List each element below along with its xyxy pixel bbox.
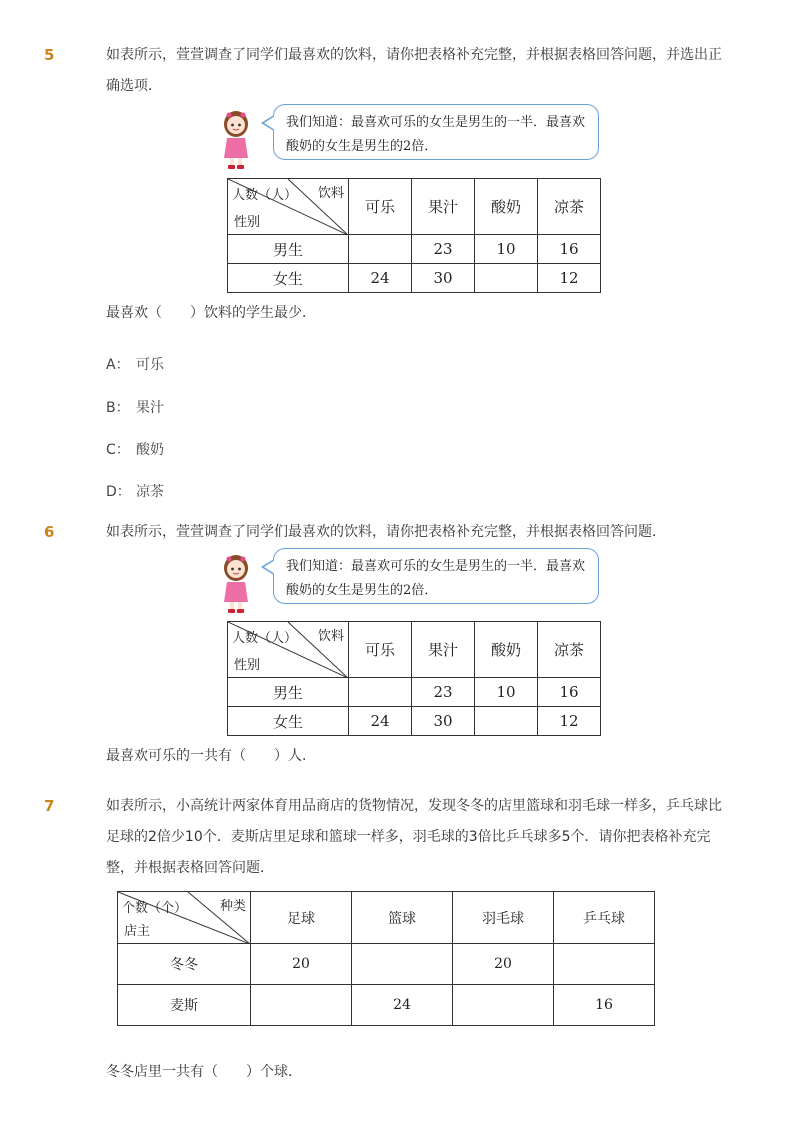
speech-bubble-text: 我们知道：最喜欢可乐的女生是男生的一半．最喜欢酸奶的女生是男生的2倍． (286, 559, 586, 598)
option-c[interactable]: C： 酸奶 (106, 442, 164, 458)
table-cell: 12 (538, 707, 601, 736)
table-cell (349, 678, 412, 707)
column-header: 果汁 (412, 622, 475, 678)
table-corner-header: 个数（个） 种类 店主 (118, 892, 251, 944)
table-cell (349, 235, 412, 264)
column-header: 果汁 (412, 179, 475, 235)
row-label: 男生 (228, 235, 349, 264)
table-cell (352, 944, 453, 985)
option-d[interactable]: D： 凉茶 (106, 484, 164, 500)
option-a[interactable]: A： 可乐 (106, 357, 164, 373)
table-cell (453, 985, 554, 1026)
question-number: 5 (44, 46, 55, 64)
table-cell: 16 (554, 985, 655, 1026)
table-cell (475, 707, 538, 736)
table-cell: 23 (412, 678, 475, 707)
question-prompt: 最喜欢（ ）饮料的学生最少． (106, 305, 316, 321)
table-cell (554, 944, 655, 985)
column-header: 凉茶 (538, 622, 601, 678)
column-header: 乒乓球 (554, 892, 655, 944)
data-table (227, 621, 601, 736)
table-row (228, 707, 601, 736)
column-header: 凉茶 (538, 179, 601, 235)
question-prompt: 最喜欢可乐的一共有（ ）人． (106, 748, 316, 764)
table-cell (475, 264, 538, 293)
question-text: 如表所示，小高统计两家体育用品商店的货物情况，发现冬冬的店里篮球和羽毛球一样多，乒乓球比足球的2倍少10个．麦斯店里足球和篮球一样多，羽毛球的3倍比乒乓球多5个．请你把表格补充完整，并根据表格回答问题． (106, 798, 722, 876)
table-cell: 23 (412, 235, 475, 264)
column-header: 酸奶 (475, 622, 538, 678)
column-header: 可乐 (349, 179, 412, 235)
data-table (227, 178, 601, 293)
table-row (228, 235, 601, 264)
table-corner-header: 人数（人） 饮料 性别 (228, 179, 349, 235)
column-header: 酸奶 (475, 179, 538, 235)
column-header: 可乐 (349, 622, 412, 678)
row-label: 冬冬 (118, 944, 251, 985)
table-cell: 16 (538, 678, 601, 707)
question-number: 6 (44, 523, 55, 541)
table-cell: 10 (475, 678, 538, 707)
question-text: 如表所示，萱萱调查了同学们最喜欢的饮料，请你把表格补充完整，并根据表格回答问题，并选出正确选项． (106, 47, 722, 94)
question-prompt: 冬冬店里一共有（ ）个球． (106, 1064, 302, 1080)
row-label: 男生 (228, 678, 349, 707)
question-text: 如表所示，萱萱调查了同学们最喜欢的饮料，请你把表格补充完整，并根据表格回答问题． (106, 524, 666, 540)
question-number: 7 (44, 797, 55, 815)
table-cell (251, 985, 352, 1026)
table-cell: 24 (349, 707, 412, 736)
table-row (118, 944, 655, 985)
table-cell: 12 (538, 264, 601, 293)
table-corner-header: 人数（人） 饮料 性别 (228, 622, 349, 678)
table-cell: 16 (538, 235, 601, 264)
column-header: 羽毛球 (453, 892, 554, 944)
table-row (228, 264, 601, 293)
column-header: 足球 (251, 892, 352, 944)
table-cell: 30 (412, 264, 475, 293)
speech-bubble-text: 我们知道：最喜欢可乐的女生是男生的一半．最喜欢酸奶的女生是男生的2倍． (286, 115, 586, 154)
table-cell: 30 (412, 707, 475, 736)
data-table (117, 891, 655, 1026)
option-b[interactable]: B： 果汁 (106, 400, 164, 416)
column-header: 篮球 (352, 892, 453, 944)
table-cell: 10 (475, 235, 538, 264)
table-row (228, 678, 601, 707)
speech-bubble (273, 548, 599, 604)
row-label: 女生 (228, 707, 349, 736)
table-cell: 20 (453, 944, 554, 985)
row-label: 女生 (228, 264, 349, 293)
girl-illustration (218, 552, 254, 614)
row-label: 麦斯 (118, 985, 251, 1026)
table-cell: 20 (251, 944, 352, 985)
girl-illustration (218, 108, 254, 170)
table-cell: 24 (349, 264, 412, 293)
table-cell: 24 (352, 985, 453, 1026)
table-row (118, 985, 655, 1026)
speech-bubble (273, 104, 599, 160)
